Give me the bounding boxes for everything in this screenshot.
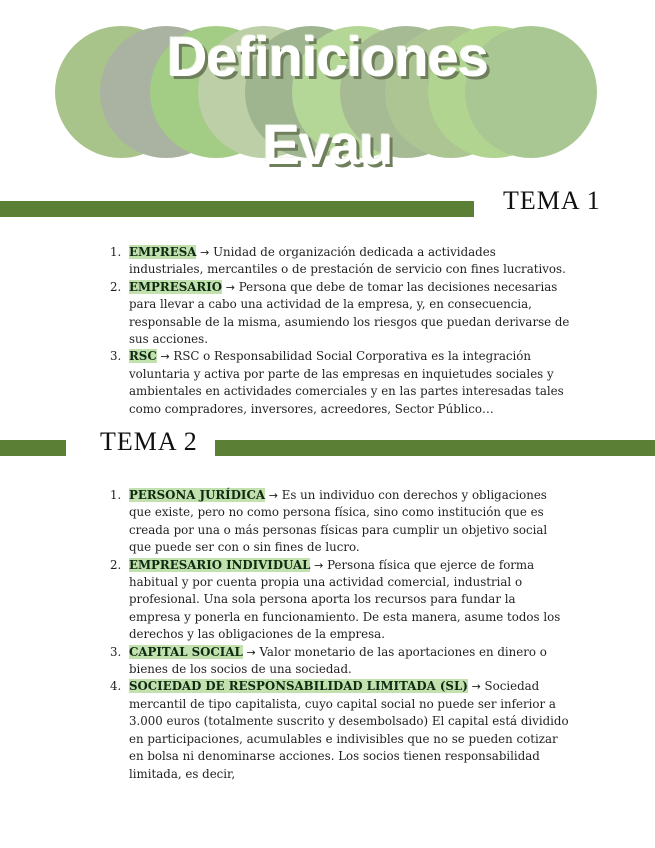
term-label: EMPRESA [129, 245, 197, 259]
arrow-icon: → [225, 280, 235, 294]
definition-text: Es un individuo con derechos y obligaciones que existe, pero no como persona física, sino como institución que es creada por una o más personas físicas para cumplir un objetivo social que puede ser con o sin fines de lucro. [129, 488, 548, 555]
list-number: 3. [110, 644, 122, 659]
arrow-icon: → [268, 489, 278, 502]
arrow-icon: → [246, 645, 256, 659]
definition-text: Persona que debe de tomar las decisiones necesarias para llevar a cabo una actividad de la empresa, y, en consecuencia, responsable de la misma, asumiendo los riesgos que puedan derivarse de sus acciones. [129, 279, 570, 347]
list-item [100, 279, 570, 349]
term-label: SOCIEDAD DE RESPONSABILIDAD LIMITADA (SL) [129, 679, 468, 694]
section-heading-tema-1: TEMA 1 [503, 186, 601, 215]
list-number: 1. [110, 488, 122, 502]
list-item [100, 348, 570, 418]
term-label: CAPITAL SOCIAL [129, 644, 243, 659]
term-label: PERSONA JURÍDICA [129, 488, 265, 502]
list-number: 2. [110, 557, 122, 572]
definition-text: Persona física que ejerce de forma habitual y por cuenta propia una actividad comercial, industrial o profesional. Una sola persona aporta los recursos para fundar la empresa y ponerla en funcionamiento. De esta manera, asume todos los derechos y las obligaciones de la empresa. [129, 557, 561, 642]
section-divider-bar [0, 440, 66, 456]
term-label: EMPRESARIO INDIVIDUAL [129, 557, 311, 572]
definition-text: Valor monetario de las aportaciones en dinero o bienes de los socios de una sociedad. [129, 644, 547, 677]
title-banner [0, 0, 655, 185]
term-label: RSC [129, 349, 157, 364]
section-divider-bar [215, 440, 655, 456]
list-number: 4. [110, 679, 122, 694]
list-item [100, 487, 570, 557]
section-divider-bar [0, 201, 474, 217]
arrow-icon: → [314, 558, 324, 572]
list-item [100, 678, 570, 782]
arrow-icon: → [200, 246, 210, 259]
page-title-line-2: Evau [262, 113, 393, 176]
term-label: EMPRESARIO [129, 279, 222, 294]
definition-text: Sociedad mercantil de tipo capitalista, cuyo capital social no puede ser inferior a 3.000 euros (totalmente suscrito y desembolsado) El capital está dividido en participaciones, acumulables e indivisibles que no se pueden cotizar en bolsa ni denominarse acciones. Los socios tienen responsabilidad limitada, es decir, [129, 679, 569, 781]
list-item [100, 557, 570, 644]
list-number: 2. [110, 279, 122, 294]
page-title-line-1: Definiciones [167, 25, 488, 88]
definition-text: RSC o Responsabilidad Social Corporativa es la integración voluntaria y activa por parte de las empresas en inquietudes sociales y ambientales en actividades comerciales y en las partes interesadas tales como compradores, inversores, acreedores, Sector Público… [129, 349, 564, 416]
list-item [100, 244, 570, 279]
arrow-icon: → [160, 350, 170, 364]
list-number: 1. [110, 245, 122, 259]
list-item [100, 644, 570, 679]
section-heading-tema-2: TEMA 2 [100, 427, 198, 456]
list-number: 3. [110, 349, 122, 364]
tema-1-definition-list [100, 244, 570, 418]
definition-text: Unidad de organización dedicada a actividades industriales, mercantiles o de prestación de servicio con fines lucrativos. [129, 245, 566, 277]
tema-2-definition-list [100, 487, 570, 783]
arrow-icon: → [471, 680, 481, 694]
